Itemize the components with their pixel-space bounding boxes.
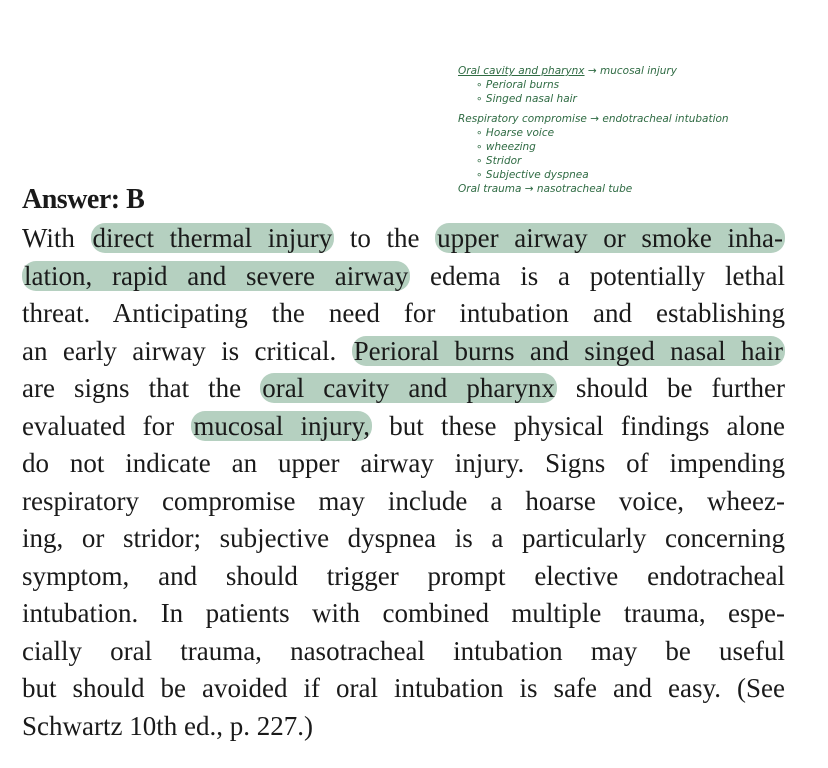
- text-line: but should be avoided if oral intubation is safe and easy. (See: [22, 673, 785, 703]
- note-item: ∘ Perioral burns: [476, 79, 560, 91]
- text-run: but these physical findings alone: [372, 410, 786, 441]
- note-resp-head: Respiratory compromise: [458, 113, 587, 125]
- text-line: [22, 333, 785, 371]
- explanation-paragraph: [22, 220, 785, 745]
- text-line: [22, 370, 785, 408]
- highlight: oral cavity and pharynx: [262, 373, 555, 403]
- highlight: lation, rapid and severe airway: [24, 260, 409, 291]
- text-line: [22, 408, 785, 446]
- handwritten-notes: [458, 64, 798, 196]
- text-line: do not indicate an upper airway injury. Signs of impending: [22, 448, 785, 478]
- text-line: threat. Anticipating the need for intubation and establishing: [22, 298, 785, 328]
- highlight: upper airway or smoke inha-: [437, 223, 784, 253]
- text-run: to the: [334, 223, 436, 253]
- text-line: cially oral trauma, nasotracheal intubation may be useful: [22, 635, 785, 666]
- highlight: Perioral burns and singed nasal hair: [353, 335, 783, 366]
- highlight: mucosal injury,: [193, 410, 371, 441]
- text-line: symptom, and should trigger prompt elective endotracheal: [22, 560, 785, 591]
- text-line: [22, 220, 785, 258]
- note-item-text: Perioral burns: [485, 79, 560, 91]
- note-item-text: Subjective dyspnea: [485, 169, 589, 181]
- text-run: edema is a potentially lethal: [410, 260, 785, 291]
- note-item-text: Singed nasal hair: [485, 93, 577, 105]
- note-trauma: Oral trauma → nasotracheal tube: [458, 183, 633, 195]
- note-oral-cavity: [458, 64, 798, 78]
- text-line: intubation. In patients with combined multiple trauma, espe-: [22, 598, 785, 628]
- text-line: Schwartz 10th ed., p. 227.): [22, 710, 313, 741]
- answer-heading: Answer: B: [22, 184, 145, 215]
- note-item: ∘ Stridor: [476, 155, 522, 167]
- highlight: direct thermal injury: [92, 223, 333, 253]
- text-run: should be further: [556, 373, 786, 403]
- note-item: ∘ wheezing: [476, 141, 536, 153]
- note-item-text: Stridor: [485, 155, 522, 167]
- text-line: respiratory compromise may include a hoarse voice, wheez-: [22, 485, 785, 516]
- note-oral-arrow: → mucosal injury: [584, 65, 677, 77]
- note-respiratory: [458, 112, 798, 126]
- note-oral-head: Oral cavity and pharynx: [458, 65, 585, 77]
- text-line: [22, 258, 785, 296]
- note-resp-arrow: → endotracheal intubation: [586, 113, 729, 125]
- note-item: ∘ Hoarse voice: [476, 127, 555, 139]
- text-run: With: [22, 223, 91, 253]
- text-run: an early airway is critical.: [22, 335, 352, 366]
- note-item: ∘ Singed nasal hair: [476, 93, 577, 105]
- text-run: are signs that the: [22, 373, 261, 403]
- note-item: ∘ Subjective dyspnea: [476, 169, 589, 181]
- note-item-text: Hoarse voice: [485, 127, 555, 139]
- text-run: evaluated for: [22, 410, 192, 441]
- text-line: ing, or stridor; subjective dyspnea is a particularly concerning: [22, 523, 785, 553]
- note-item-text: wheezing: [485, 141, 536, 153]
